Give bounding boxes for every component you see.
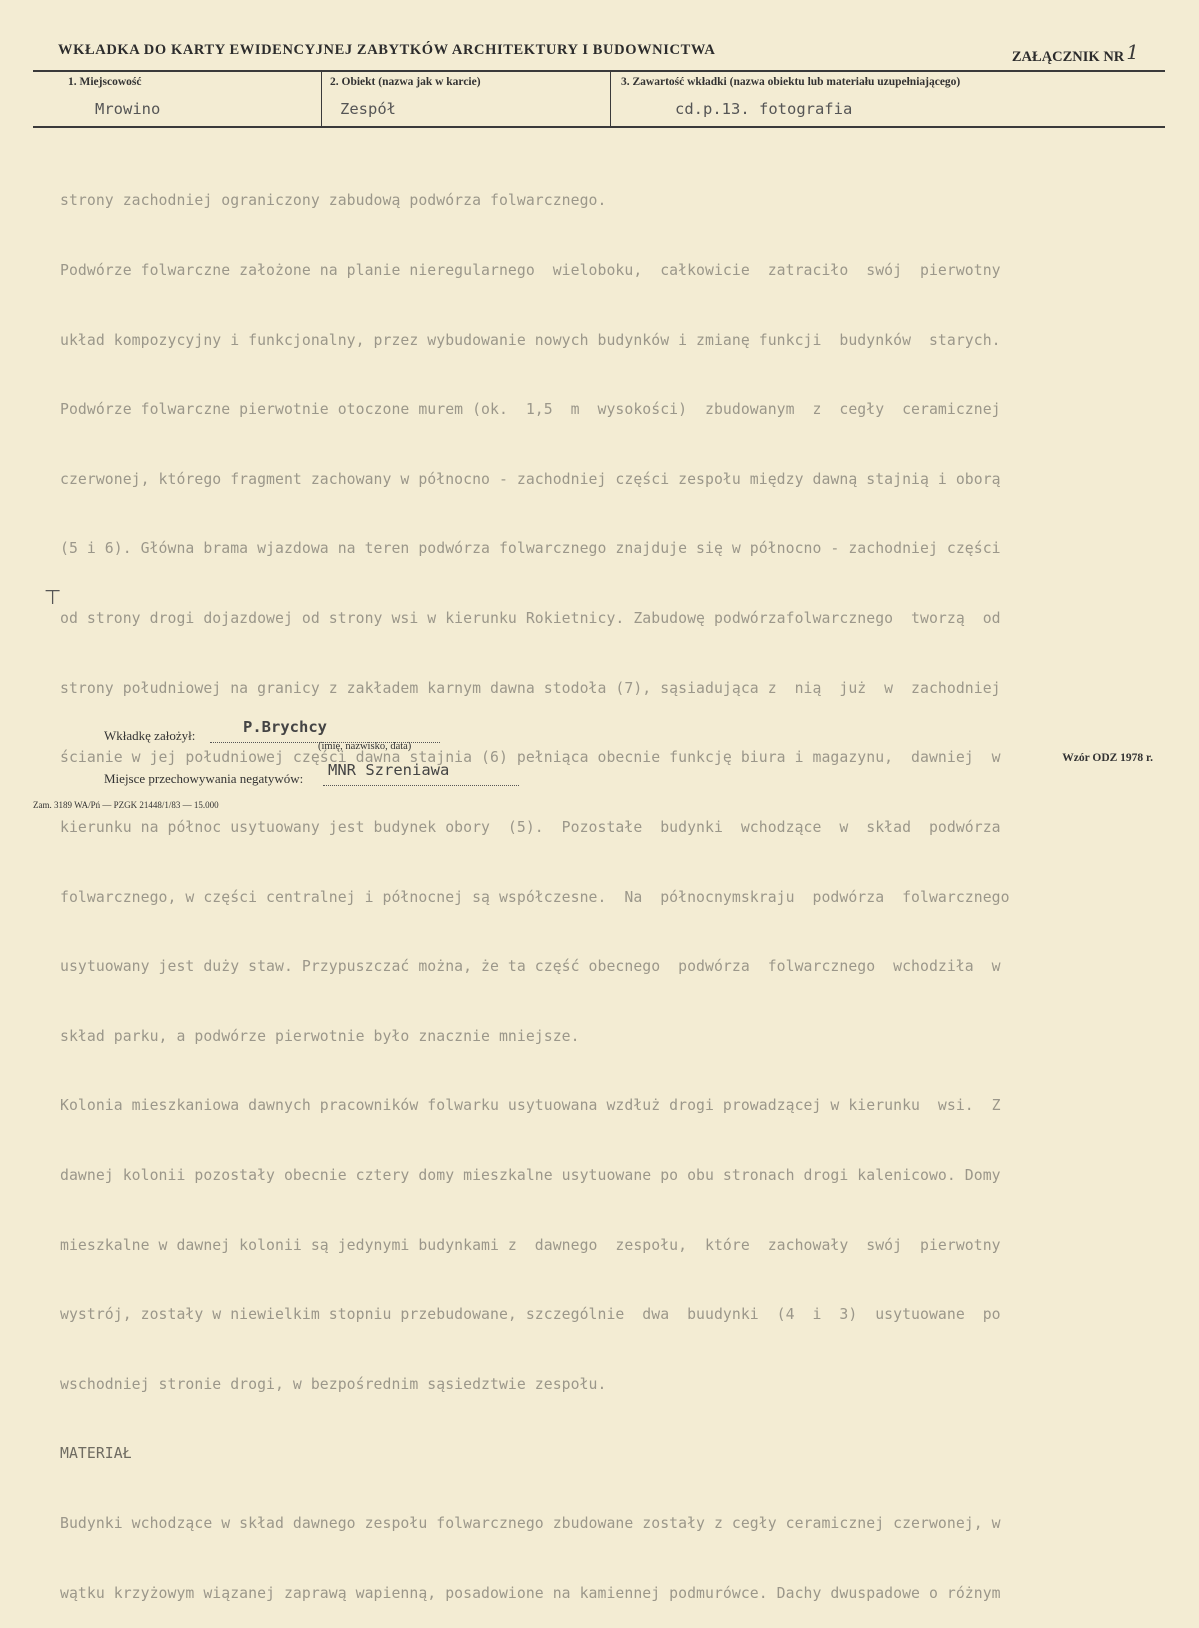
field-label-locality: 1. Miejscowość <box>68 76 142 88</box>
body-line: mieszkalne w dawnej kolonii są jedynymi budynkami z dawnego zespołu, które zachowały swój pierwotny <box>60 1236 1001 1254</box>
annex-number: 1 <box>1126 40 1139 64</box>
storage-dotted-line <box>323 785 519 786</box>
field-value-contents: cd.p.13. fotografia <box>675 100 853 118</box>
print-info: Zam. 3189 WA/Pń — PZGK 21448/1/83 — 15.000 <box>33 800 219 810</box>
body-line: Podwórze folwarczne pierwotnie otoczone murem (ok. 1,5 m wysokości) zbudowanym z cegły ceramicznej <box>60 401 1001 419</box>
body-line: folwarcznego, w części centralnej i północnej są współczesne. Na północnymskraju podwórza folwarcznego <box>60 888 1010 906</box>
body-line: Budynki wchodzące w skład dawnego zespołu folwarcznego zbudowane zostały z cegły ceramicznej czerwonej, w <box>60 1514 1001 1532</box>
section-heading-material: MATERIAŁ <box>60 1445 132 1463</box>
column-divider-2 <box>610 72 611 126</box>
form-version: Wzór ODZ 1978 r. <box>1062 752 1153 764</box>
header-bottom-rule <box>33 126 1165 128</box>
body-line: usytuowany jest duży staw. Przypuszczać można, że ta część obecnego podwórza folwarcznego wchodziła w <box>60 958 1001 976</box>
author-value: P.Brychcy <box>243 718 327 736</box>
body-line: skład parku, a podwórze pierwotnie było znacznie mniejsze. <box>60 1027 580 1045</box>
body-line: ścianie w jej południowej części dawna stajnia (6) pełniąca obecnie funkcję biura i magazynu, dawniej w <box>60 749 1001 767</box>
field-value-object: Zespół <box>340 100 396 118</box>
storage-label: Miejsce przechowywania negatywów: <box>104 771 304 786</box>
body-line: wątku krzyżowym wiązanej zaprawą wapienną, posadowione na kamiennej podmurówce. Dachy dwuspadowe o różnym <box>60 1584 1001 1602</box>
body-line: Podwórze folwarczne założone na planie nieregularnego wieloboku, całkowicie zatraciło swój pierwotny <box>60 262 1001 280</box>
body-line: wschodniej stronie drogi, w bezpośrednim sąsiedztwie zespołu. <box>60 1375 607 1393</box>
header-top-rule <box>33 70 1165 72</box>
field-value-locality: Mrowino <box>95 100 161 118</box>
author-caption: (imię, nazwisko, data) <box>318 741 412 752</box>
annex-label-group <box>1012 42 1139 66</box>
body-line: od strony drogi dojazdowej od strony wsi w kierunku Rokietnicy. Zabudowę podwórzafolwarcznego tworzą od <box>60 610 1001 628</box>
storage-value: MNR Szreniawa <box>328 761 450 779</box>
body-line: (5 i 6). Główna brama wjazdowa na teren podwórza folwarcznego znajduje się w północno - zachodniej części <box>60 540 1001 558</box>
field-label-contents: 3. Zawartość wkładki (nazwa obiektu lub materiału uzupełniającego) <box>621 76 961 88</box>
author-label: Wkładkę założył: <box>104 728 196 743</box>
body-line: Kolonia mieszkaniowa dawnych pracowników folwarku usytuowana wzdłuż drogi prowadzącej w kierunku wsi. Z <box>60 1097 1001 1115</box>
body-line: strony południowej na granicy z zakładem karnym dawna stodoła (7), sąsiadująca z nią już w zachodniej <box>60 679 1001 697</box>
body-line: wystrój, zostały w niewielkim stopniu przebudowane, szczególnie dwa buudynki (4 i 3) usytuowane po <box>60 1306 1001 1324</box>
form-title: WKŁADKA DO KARTY EWIDENCYJNEJ ZABYTKÓW ARCHITEKTURY I BUDOWNICTWA <box>58 42 716 58</box>
body-line: czerwonej, którego fragment zachowany w północno - zachodniej części zespołu między dawną stajnią i oborą <box>60 470 1001 488</box>
annex-label: ZAŁĄCZNIK NR <box>1011 49 1125 65</box>
body-line: strony zachodniej ograniczony zabudową podwórza folwarcznego. <box>60 192 607 210</box>
body-text <box>60 143 1160 1628</box>
body-line: kierunku na północ usytuowany jest budynek obory (5). Pozostałe budynki wchodzące w skład podwórza <box>60 818 1001 836</box>
field-label-object: 2. Obiekt (nazwa jak w karcie) <box>330 76 481 88</box>
margin-mark: ⊤ <box>44 585 62 609</box>
column-divider-1 <box>321 72 322 126</box>
body-line: dawnej kolonii pozostały obecnie cztery domy mieszkalne usytuowane po obu stronach drogi kalenicowo. Domy <box>60 1166 1001 1184</box>
body-line: układ kompozycyjny i funkcjonalny, przez wybudowanie nowych budynków i zmianę funkcji budynków starych. <box>60 331 1001 349</box>
